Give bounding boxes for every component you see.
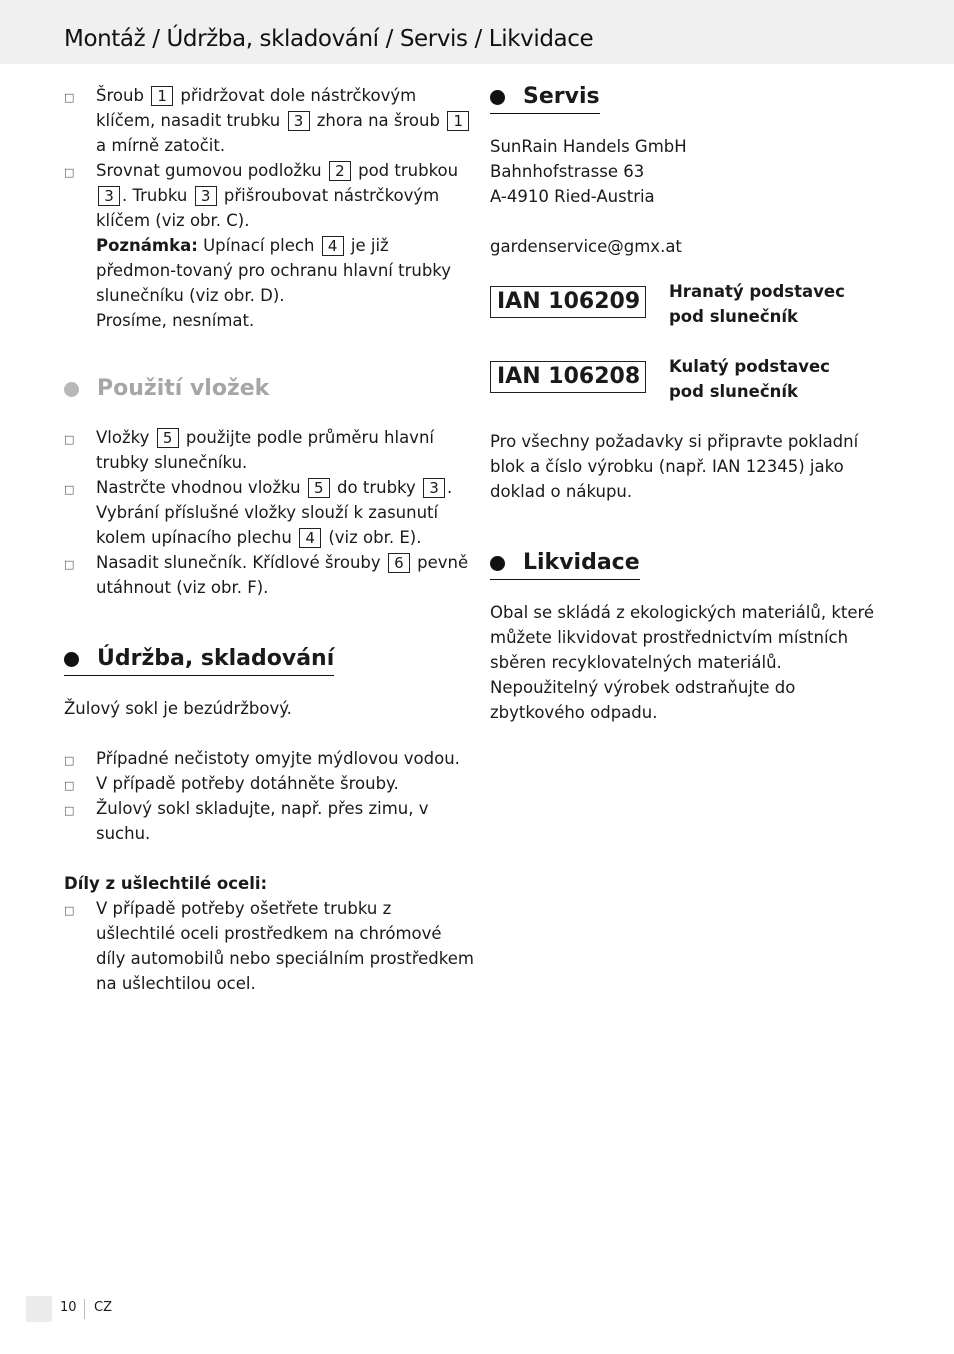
part-number: 3: [195, 186, 217, 206]
email-address: gardenservice@gmx.at: [490, 237, 682, 256]
part-number: 6: [388, 553, 410, 573]
street-address: Bahnhofstrasse 63: [490, 162, 645, 181]
left-column: [64, 83, 474, 996]
list-item: □ Srovnat gumovou podložku 2 pod trubkou 3 . Trubku 3 přišroubovat nástrčkovým klíčem (viz obr. C).: [64, 161, 459, 230]
list-item: □ Případné nečistoty omyjte mýdlovou vodou.: [64, 746, 474, 771]
part-number: 1: [151, 86, 173, 106]
list-item: □ V případě potřeby dotáhněte šrouby.: [64, 771, 474, 796]
part-number: 3: [288, 111, 310, 131]
page-header: [0, 0, 954, 64]
checkbox-bullet-icon: □: [64, 779, 75, 792]
paragraph: Žulový sokl je bezúdržbový.: [64, 699, 292, 718]
part-number: 2: [329, 161, 351, 181]
company-name: SunRain Handels GmbH: [490, 137, 687, 156]
checkbox-bullet-icon: □: [64, 433, 75, 446]
ian-row: [490, 354, 890, 404]
city-address: A-4910 Ried-Austria: [490, 187, 655, 206]
checkbox-bullet-icon: □: [64, 558, 75, 571]
list-item: □ Nastrčte vhodnou vložku 5 do trubky 3 . Vybrání příslušné vložky slouží k zasunutí kolem upínacího plechu 4 (viz obr. E).: [64, 478, 453, 547]
checkbox-bullet-icon: □: [64, 804, 75, 817]
page-title: Montáž / Údržba, skladování / Servis / Likvidace: [64, 26, 594, 52]
note-block: Poznámka: Upínací plech 4 je již předmon-tovaný pro ochranu hlavní trubky slunečníku (viz obr. D). Prosíme, nesnímat.: [64, 233, 474, 333]
part-number: 5: [308, 478, 330, 498]
list-item: □ V případě potřeby ošetřete trubku z ušlechtilé oceli prostředkem na chrómové díly automobilů nebo speciálním prostředkem na ušlechtilou ocel.: [64, 899, 474, 993]
footer-marker: [26, 1296, 52, 1322]
bullet-dot-icon: [490, 556, 505, 571]
paragraph: Pro všechny požadavky si připravte pokladní blok a číslo výrobku (např. IAN 12345) jako doklad o nákupu.: [490, 432, 859, 501]
bullet-dot-icon: [64, 382, 79, 397]
bullet-dot-icon: [490, 90, 505, 105]
ian-label: Kulatý podstavec pod slunečník: [669, 357, 830, 401]
language-code: CZ: [94, 1300, 112, 1315]
note-label: Poznámka:: [96, 236, 198, 255]
ian-code-box: IAN 106209: [490, 286, 646, 318]
right-column: [490, 83, 890, 725]
checkbox-bullet-icon: □: [64, 754, 75, 767]
list-item: □ Žulový sokl skladujte, např. přes zimu, v suchu.: [64, 799, 429, 843]
subheading: Díly z ušlechtilé oceli:: [64, 874, 268, 893]
part-number: 3: [98, 186, 120, 206]
checkbox-bullet-icon: □: [64, 91, 75, 104]
bullet-dot-icon: [64, 652, 79, 667]
part-number: 1: [447, 111, 469, 131]
ian-code-box: IAN 106208: [490, 361, 646, 393]
checkbox-bullet-icon: □: [64, 904, 75, 917]
footer-divider: [84, 1299, 85, 1319]
part-number: 4: [299, 528, 321, 548]
paragraph: Obal se skládá z ekologických materiálů, které můžete likvidovat prostřednictvím místních sběren recyklovatelných materiálů. Nepoužitelný výrobek odstraňujte do zbytkového odpadu.: [490, 603, 875, 722]
checkbox-bullet-icon: □: [64, 166, 75, 179]
checkbox-bullet-icon: □: [64, 483, 75, 496]
page-footer: [26, 1296, 126, 1322]
ian-row: [490, 279, 890, 329]
part-number: 5: [157, 428, 179, 448]
note-text: Prosíme, nesnímat.: [96, 311, 255, 330]
part-number: 3: [423, 478, 445, 498]
section-heading-servis: Servis: [490, 83, 600, 114]
section-heading-udrzba: Údržba, skladování: [64, 645, 334, 676]
page-number: 10: [60, 1300, 77, 1315]
list-item: □ Nasadit slunečník. Křídlové šrouby 6 pevně utáhnout (viz obr. F).: [64, 553, 469, 597]
list-item: □ Vložky 5 použijte podle průměru hlavní trubky slunečníku.: [64, 428, 434, 472]
ian-label: Hranatý podstavec pod slunečník: [669, 282, 845, 326]
section-heading-likvidace: Likvidace: [490, 549, 640, 580]
section-heading-vlozky: Použití vložek: [64, 375, 269, 405]
list-item: □ Šroub 1 přidržovat dole nástrčkovým klíčem, nasadit trubku 3 zhora na šroub 1 a mírně zatočit.: [64, 83, 474, 158]
part-number: 4: [322, 236, 344, 256]
